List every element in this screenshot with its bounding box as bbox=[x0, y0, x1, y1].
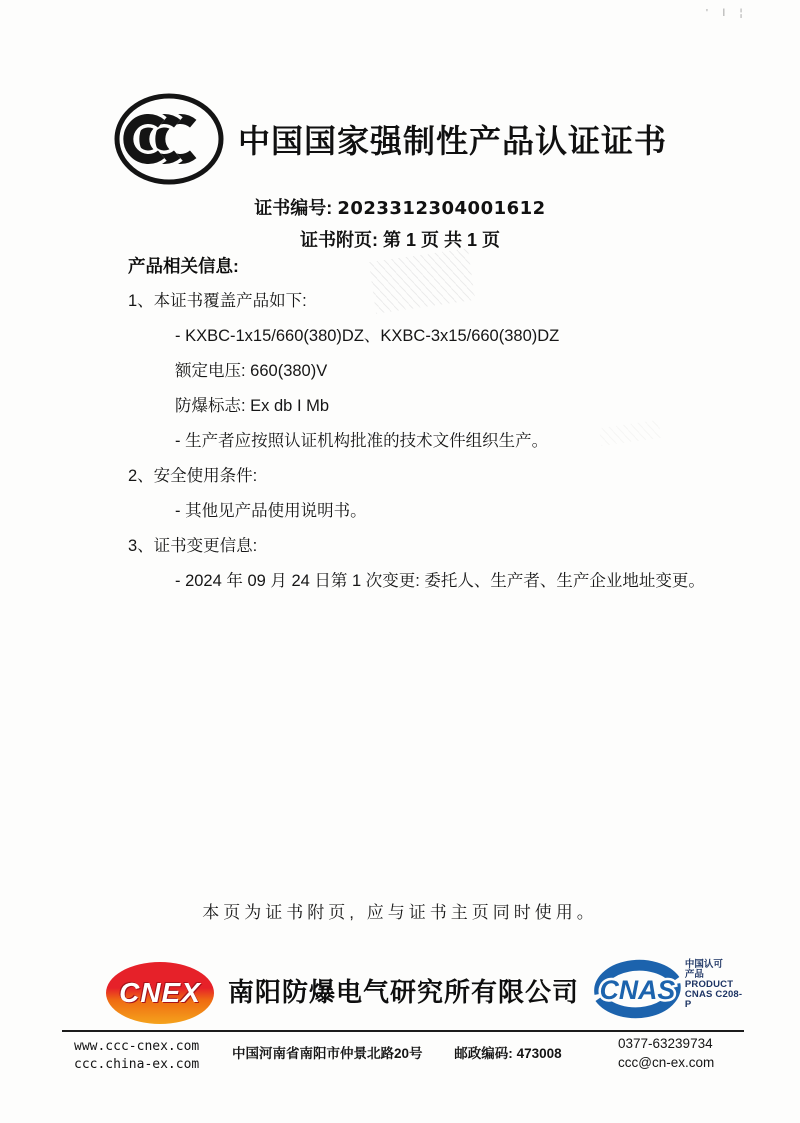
footer-phone-email bbox=[618, 1034, 714, 1072]
section-heading: 产品相关信息: bbox=[128, 256, 239, 276]
cnas-side-line-1: 中国认可 bbox=[684, 959, 723, 970]
cnex-logo-icon bbox=[106, 962, 214, 1024]
footer-phone: 0377-63239734 bbox=[618, 1036, 713, 1051]
footer-address: 中国河南省南阳市仲景北路20号 bbox=[232, 1046, 423, 1061]
footer-divider bbox=[62, 1030, 744, 1032]
svg-text:CNAS: CNAS bbox=[599, 974, 676, 1005]
page-usage-note: 本页为证书附页, 应与证书主页同时使用。 bbox=[202, 903, 598, 922]
cnas-accreditation-mark bbox=[592, 956, 748, 1028]
certificate-number-label: 证书编号: bbox=[254, 198, 333, 218]
footer-postal-code: 473008 bbox=[516, 1046, 562, 1061]
attachment-page-line bbox=[0, 226, 800, 252]
cnex-logo-text: CNEX bbox=[119, 977, 201, 1008]
attachment-page-value: 第 1 页 共 1 页 bbox=[382, 230, 501, 250]
item-1-production-note: - 生产者应按照认证机构批准的技术文件组织生产。 bbox=[175, 432, 549, 450]
item-3-change-note: - 2024 年 09 月 24 日第 1 次变更: 委托人、生产者、生产企业地址变更。 bbox=[175, 572, 705, 590]
certificate-number-value: 2023312304001612 bbox=[337, 198, 546, 219]
item-2-title: 2、安全使用条件: bbox=[128, 467, 258, 485]
scan-artifact: ' l ¦ bbox=[706, 8, 749, 19]
attachment-page-label: 证书附页: bbox=[299, 230, 378, 250]
footer-websites bbox=[74, 1038, 199, 1074]
item-3-title: 3、证书变更信息: bbox=[128, 537, 258, 555]
ccc-mark-icon bbox=[112, 92, 226, 186]
footer-website-2: ccc.china-ex.com bbox=[74, 1057, 200, 1072]
issuer-company-name: 南阳防爆电气研究所有限公司 bbox=[228, 977, 580, 1007]
product-info-section bbox=[128, 256, 708, 606]
cnas-logo-icon bbox=[592, 956, 683, 1022]
document-title: 中国国家强制性产品认证证书 bbox=[238, 123, 668, 159]
item-1-models: - KXBC-1x15/660(380)DZ、KXBC-3x15/660(380)DZ bbox=[175, 327, 560, 345]
cnas-side-text bbox=[685, 956, 748, 1028]
item-1-rated-voltage: 额定电压: 660(380)V bbox=[175, 362, 328, 380]
footer-postal-label: 邮政编码: bbox=[454, 1046, 513, 1061]
footer-website-1: www.ccc-cnex.com bbox=[74, 1039, 200, 1054]
item-2-note: - 其他见产品使用说明书。 bbox=[175, 502, 367, 520]
certificate-number-line bbox=[0, 194, 800, 220]
footer-email: ccc@cn-ex.com bbox=[618, 1055, 715, 1070]
item-1-title: 1、本证书覆盖产品如下: bbox=[128, 292, 307, 310]
cnas-side-line-4: CNAS C208-P bbox=[684, 988, 743, 1010]
item-1-ex-marking: 防爆标志: Ex db I Mb bbox=[175, 397, 330, 415]
footer-address-line bbox=[232, 1042, 562, 1062]
cnas-side-line-3: PRODUCT bbox=[684, 978, 734, 990]
cnas-side-line-2: 产品 bbox=[684, 968, 704, 980]
